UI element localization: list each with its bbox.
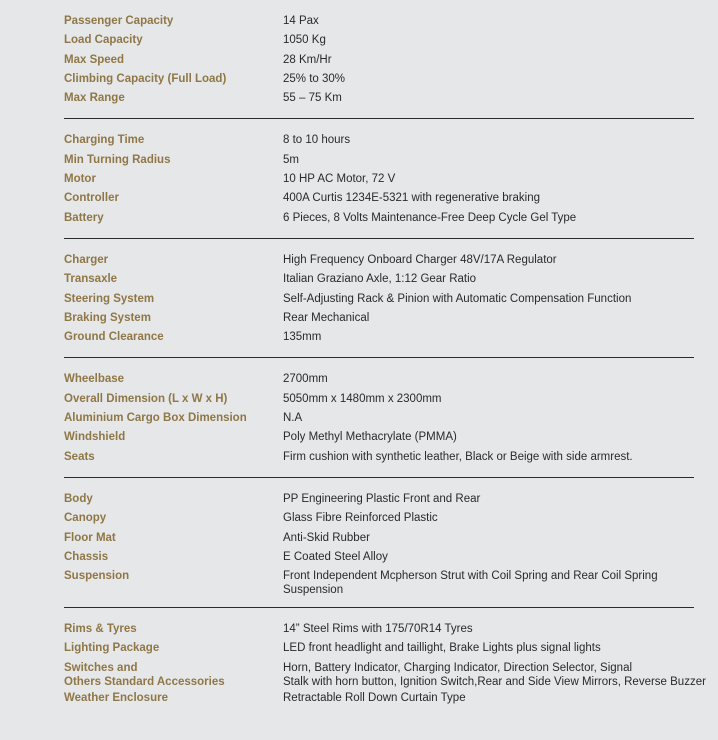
spec-row [64,309,694,328]
spec-value: Front Independent Mcpherson Strut with Coil Spring and Rear Coil Spring Suspension [283,570,658,597]
spec-group-drivetrain [64,251,694,358]
spec-row [64,548,694,567]
spec-value: Firm cushion with synthetic leather, Black or Beige with side armrest. [283,450,633,463]
spec-row [64,689,694,708]
spec-label: Floor Mat [64,531,116,544]
spec-group-accessories [64,620,706,718]
spec-value: Rear Mechanical [283,311,370,324]
spec-group-dimensions [64,370,694,477]
spec-value: 400A Curtis 1234E-5321 with regenerative braking [283,192,540,205]
spec-row [64,290,694,309]
spec-value: 25% to 30% [283,72,346,85]
spec-label: Body [64,492,93,505]
spec-label: Steering System [64,292,155,305]
spec-row [64,151,694,170]
spec-value: Italian Graziano Axle, 1:12 Gear Ratio [283,273,477,286]
spec-value: 55 – 75 Km [283,92,342,105]
spec-label: Aluminium Cargo Box Dimension [64,412,247,425]
spec-value: LED front headlight and taillight, Brake Lights plus signal lights [283,642,601,655]
spec-value: E Coated Steel Alloy [283,550,388,563]
spec-label: Transaxle [64,273,118,286]
spec-label: Controller [64,192,119,205]
spec-group-capacity [64,12,694,119]
spec-value: 5050mm x 1480mm x 2300mm [283,392,442,405]
spec-row [64,12,694,31]
spec-label: Max Range [64,92,125,105]
spec-row [64,448,694,467]
spec-row [64,409,694,428]
spec-value: 5m [283,153,299,166]
spec-label: Charger [64,253,109,266]
spec-label: Weather Enclosure [64,691,168,704]
spec-value: 6 Pieces, 8 Volts Maintenance-Free Deep Cycle Gel Type [283,211,577,224]
spec-label: Charging Time [64,134,145,147]
spec-value: 14” Steel Rims with 175/70R14 Tyres [283,623,473,636]
spec-label: Load Capacity [64,34,143,47]
spec-row [64,70,694,89]
spec-value: 14 Pax [283,15,319,27]
spec-row [64,370,694,389]
spec-label: Suspension [64,570,130,583]
spec-row [64,620,694,639]
spec-group-power [64,131,694,238]
spec-value: 28 Km/Hr [283,53,332,66]
spec-row [64,639,694,658]
spec-group-body [64,490,694,608]
spec-value: PP Engineering Plastic Front and Rear [283,492,481,505]
spec-row [64,31,694,50]
spec-label: Braking System [64,311,151,324]
spec-label: Canopy [64,512,107,525]
spec-label: Chassis [64,550,109,563]
spec-value: 10 HP AC Motor, 72 V [283,173,396,186]
spec-label: Rims & Tyres [64,623,137,636]
spec-row [64,209,694,228]
spec-label: Min Turning Radius [64,153,171,166]
spec-row [64,51,694,70]
spec-label: Lighting Package [64,642,160,655]
spec-label: Ground Clearance [64,331,164,344]
spec-value: Poly Methyl Methacrylate (PMMA) [283,431,457,444]
spec-row [64,251,694,270]
spec-row [64,509,694,528]
spec-label: Passenger Capacity [64,15,174,27]
spec-label: Windshield [64,431,126,444]
spec-value: Anti-Skid Rubber [283,531,370,544]
spec-value: Horn, Battery Indicator, Charging Indicator, Direction Selector, Signal Stalk with horn button, Ignition Switch,Rear and Side View Mirrors, Reverse Buzzer [283,661,706,688]
spec-row [64,189,694,208]
spec-row [64,490,694,509]
spec-label: Climbing Capacity (Full Load) [64,72,227,85]
spec-label: Battery [64,211,104,224]
spec-value: 135mm [283,331,322,344]
spec-row [64,567,694,597]
spec-label: Seats [64,450,95,463]
spec-row [64,170,694,189]
spec-label: Overall Dimension (L x W x H) [64,392,228,405]
spec-value: Self-Adjusting Rack & Pinion with Automatic Compensation Function [283,292,632,305]
spec-row [64,328,694,347]
spec-value: Retractable Roll Down Curtain Type [283,691,466,704]
spec-label: Switches and Others Standard Accessories [64,661,225,688]
spec-row [64,131,694,150]
spec-row [64,659,706,689]
spec-row [64,390,694,409]
spec-label: Motor [64,173,96,186]
spec-value: Glass Fibre Reinforced Plastic [283,512,438,525]
spec-row [64,89,694,108]
spec-value: 2700mm [283,373,328,386]
spec-value: 1050 Kg [283,34,326,47]
spec-row [64,529,694,548]
spec-label: Max Speed [64,53,125,66]
spec-row [64,270,694,289]
spec-sheet [0,12,718,730]
spec-value: N.A [283,412,303,425]
spec-label: Wheelbase [64,373,125,386]
spec-value: 8 to 10 hours [283,134,351,147]
spec-value: High Frequency Onboard Charger 48V/17A Regulator [283,253,557,266]
spec-row [64,428,694,447]
